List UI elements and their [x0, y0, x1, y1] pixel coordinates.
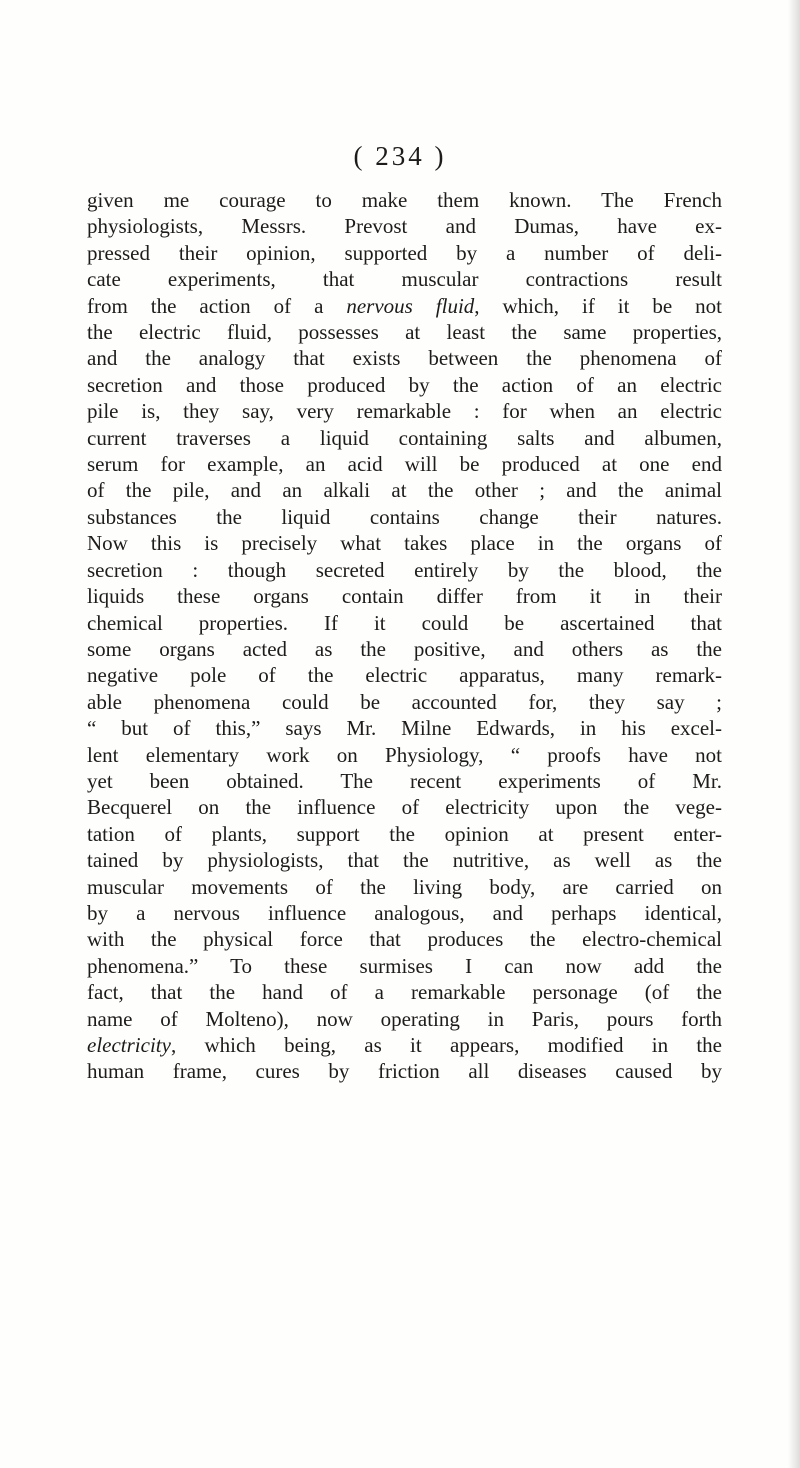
text-line: some organs acted as the positive, and others as the	[87, 636, 722, 661]
text-line: with the physical force that produces the electro-chemical	[87, 927, 722, 952]
text-line: secretion and those produced by the action of an electric	[87, 372, 722, 397]
text-line: human frame, cures by friction all diseases caused by	[87, 1059, 722, 1084]
text-line: pile is, they say, very remarkable : for when an electric	[87, 399, 722, 424]
text-line: yet been obtained. The recent experiments of Mr.	[87, 768, 722, 793]
text-line: serum for example, an acid will be produced at one end	[87, 452, 722, 477]
text-segment: , which being, as it appears, modified in the	[170, 1033, 722, 1057]
page-number: ( 234 )	[353, 141, 447, 171]
text-line: current traverses a liquid containing salts and albumen,	[87, 425, 722, 450]
text-segment: , which, if it be not	[474, 293, 722, 318]
text-line: physiologists, Messrs. Prevost and Dumas, have ex-	[87, 214, 722, 239]
text-line: of the pile, and an alkali at the other ; and the animal	[87, 478, 722, 503]
text-line: substances the liquid contains change their natures.	[87, 504, 722, 529]
italic-term: electricity	[87, 1033, 171, 1057]
text-line: tation of plants, support the opinion at present enter-	[87, 821, 722, 846]
text-line: liquids these organs contain differ from it in their	[87, 584, 722, 609]
text-line: chemical properties. If it could be ascertained that	[87, 610, 722, 635]
text-line: able phenomena could be accounted for, they say ;	[87, 689, 722, 714]
text-line: pressed their opinion, supported by a number of deli-	[87, 240, 722, 265]
text-line: given me courage to make them known. The French	[87, 188, 722, 212]
body-paragraph	[87, 187, 722, 1085]
text-line: muscular movements of the living body, are carried on	[87, 874, 722, 899]
text-line: secretion : though secreted entirely by the blood, the	[87, 557, 722, 582]
text-line: the electric fluid, possesses at least the same properties,	[87, 320, 722, 345]
text-line: Becquerel on the influence of electricity upon the vege-	[87, 795, 722, 820]
italic-term: nervous fluid	[346, 293, 475, 318]
text-line: by a nervous influence analogous, and perhaps identical,	[87, 900, 722, 925]
text-line: cate experiments, that muscular contractions result	[87, 267, 722, 292]
text-line: phenomena.” To these surmises I can now add the	[87, 953, 722, 978]
text-line: tained by physiologists, that the nutritive, as well as the	[87, 848, 722, 873]
text-line: fact, that the hand of a remarkable personage (of the	[87, 980, 722, 1005]
text-line	[87, 1032, 722, 1058]
text-line: negative pole of the electric apparatus, many remark-	[87, 663, 722, 688]
text-line: name of Molteno), now operating in Paris, pours forth	[87, 1006, 722, 1031]
text-line	[87, 293, 722, 319]
page-edge-shadow	[788, 0, 800, 1468]
text-line: and the analogy that exists between the phenomena of	[87, 346, 722, 371]
text-line: lent elementary work on Physiology, “ proofs have not	[87, 742, 722, 767]
text-segment: from the action of a	[87, 293, 347, 318]
text-line: Now this is precisely what takes place in the organs of	[87, 531, 722, 556]
text-line: “ but of this,” says Mr. Milne Edwards, in his excel-	[87, 716, 722, 741]
